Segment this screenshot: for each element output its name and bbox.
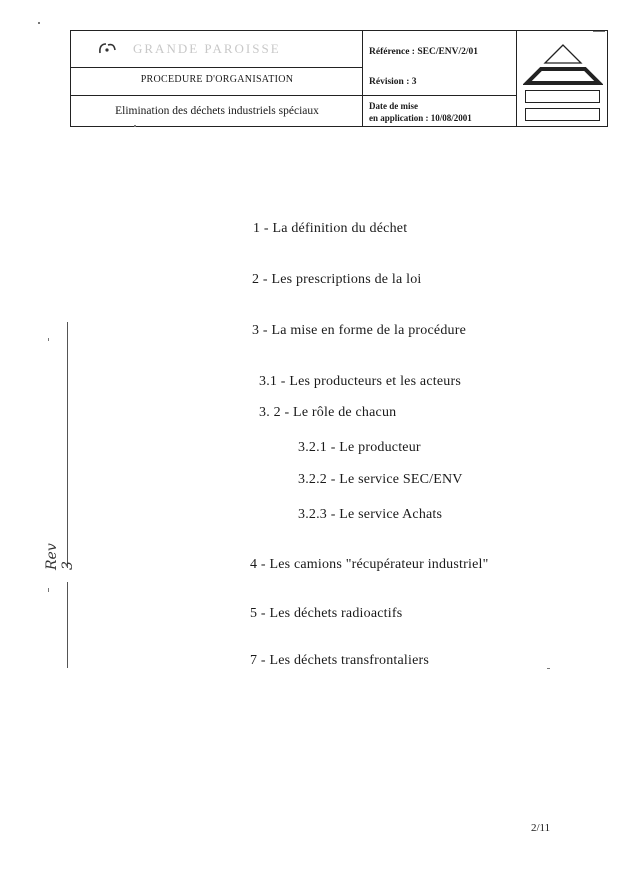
header-left-cell xyxy=(71,31,363,126)
classification-box-icon xyxy=(525,90,600,103)
toc-item: 3. 2 - Le rôle de chacun xyxy=(259,405,397,420)
document-title: Elimination des déchets industriels spéciaux xyxy=(115,105,319,117)
header-symbol-cell xyxy=(517,31,607,126)
application-date-label: Date de mise xyxy=(369,101,418,111)
toc-item: 2 - Les prescriptions de la loi xyxy=(252,272,422,287)
scan-speck xyxy=(48,588,49,592)
document-header xyxy=(70,30,608,127)
scan-speck xyxy=(547,668,550,669)
header-divider xyxy=(71,67,363,68)
toc-item: 3.1 - Les producteurs et les acteurs xyxy=(259,374,461,389)
company-logo-icon xyxy=(97,41,119,57)
toc-item: 3.2.1 - Le producteur xyxy=(298,440,421,455)
page-number: 2/11 xyxy=(531,822,551,834)
handwritten-revision-note xyxy=(42,522,76,572)
application-date-value: en application : 10/08/2001 xyxy=(369,113,472,123)
classification-triangle-icon xyxy=(523,43,603,87)
procedure-label: PROCEDURE D'ORGANISATION xyxy=(140,74,294,85)
scan-speck xyxy=(48,338,49,341)
company-name: GRANDE PAROISSE xyxy=(133,41,281,56)
revision-margin-bar xyxy=(67,322,68,568)
revision-text: Révision : 3 xyxy=(369,77,417,87)
reference-text: Référence : SEC/ENV/2/01 xyxy=(369,47,479,57)
toc-item: 1 - La définition du déchet xyxy=(253,221,408,236)
classification-box-icon xyxy=(525,108,600,121)
scan-speck xyxy=(134,125,136,127)
toc-item: 3.2.2 - Le service SEC/ENV xyxy=(298,472,463,487)
header-meta-cell xyxy=(363,31,517,126)
header-divider xyxy=(71,95,363,96)
revision-margin-bar xyxy=(67,582,68,668)
scan-speck xyxy=(38,22,40,24)
toc-item: 3 - La mise en forme de la procédure xyxy=(252,323,466,338)
scan-speck xyxy=(593,31,605,32)
company-logo-row xyxy=(71,31,363,67)
toc-item: 4 - Les camions "récupérateur industriel" xyxy=(250,557,489,572)
toc-item: 3.2.3 - Le service Achats xyxy=(298,507,443,522)
header-divider xyxy=(363,95,517,96)
toc-item: 5 - Les déchets radioactifs xyxy=(250,606,403,621)
handwritten-revision-text: Rev 3 xyxy=(44,543,76,570)
toc-item: 7 - Les déchets transfrontaliers xyxy=(250,653,430,668)
